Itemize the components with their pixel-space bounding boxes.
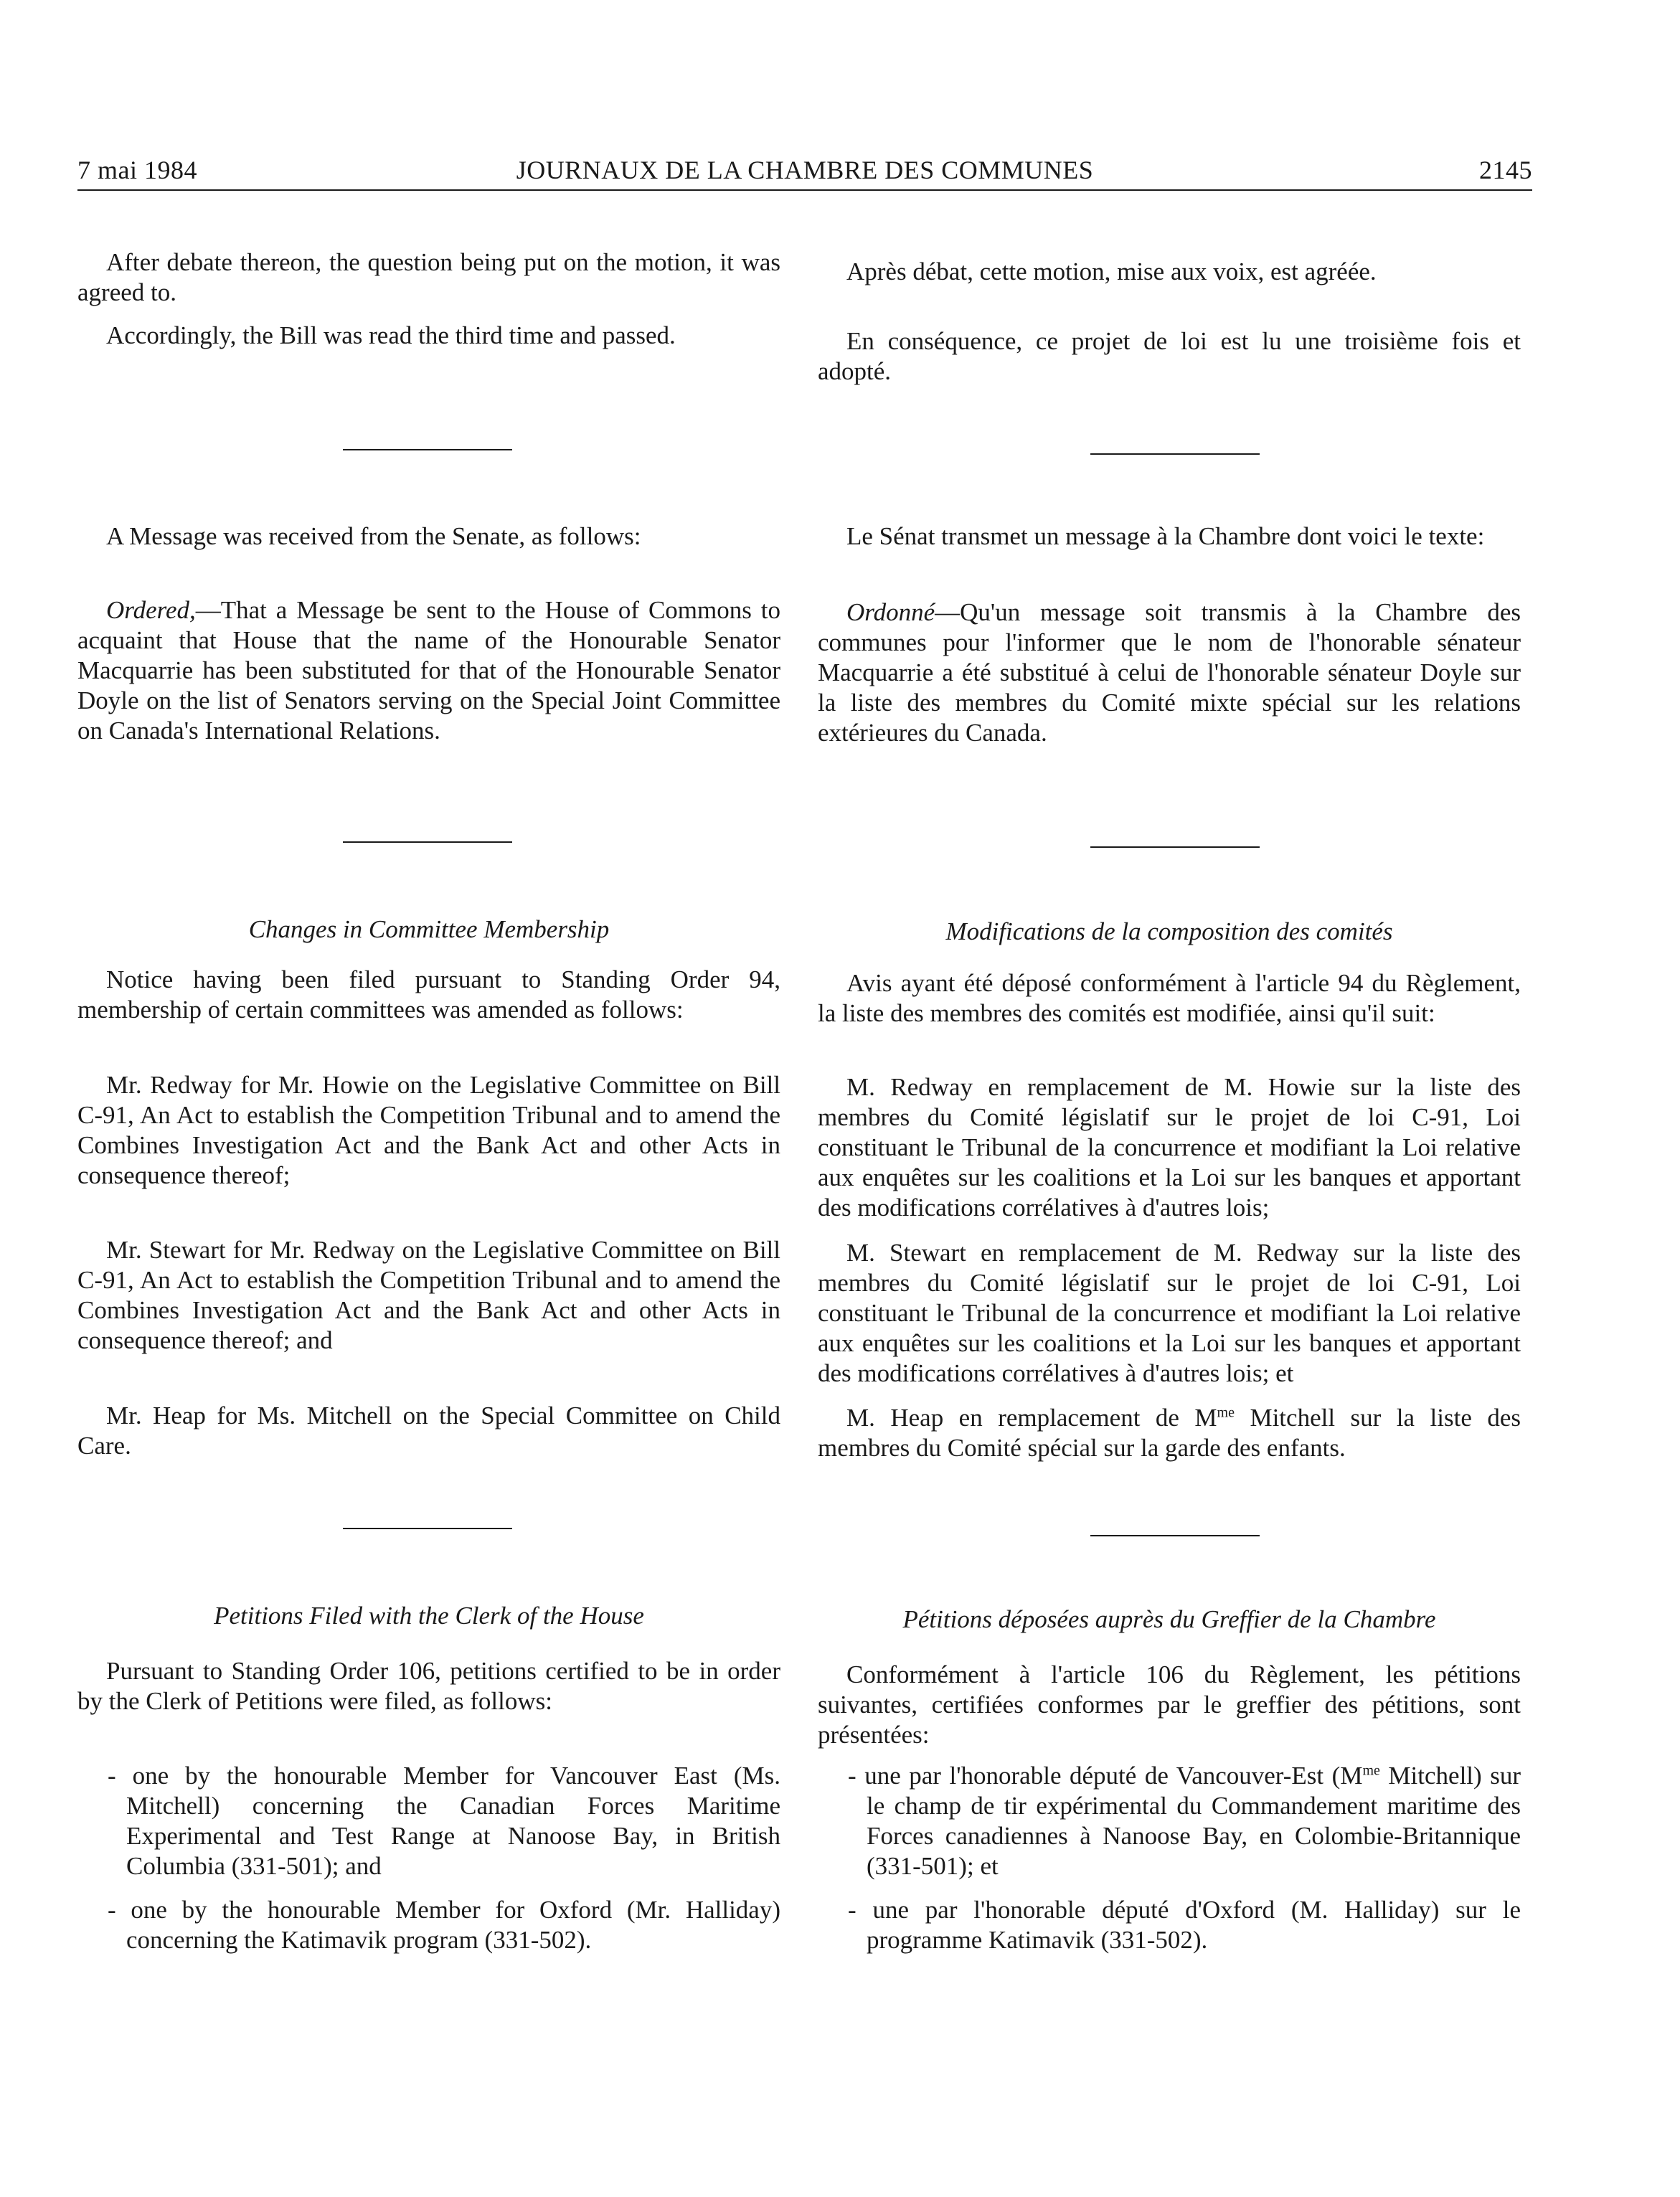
- fr-heap-text-end: Mitchell sur la liste des membres du Comité spécial sur la garde des enfants.: [818, 1404, 1521, 1462]
- fr-petition-text: - une par l'honorable député de Vancouver-Est (M: [848, 1762, 1363, 1790]
- fr-heading-committee-changes: Modifications de la composition des comités: [945, 917, 1393, 945]
- fr-paragraph-ordered: [818, 597, 1521, 748]
- en-paragraph-ordered: [77, 595, 780, 746]
- en-paragraph-third-reading: Accordingly, the Bill was read the third time and passed.: [106, 321, 676, 349]
- en-paragraph-senate-message: A Message was received from the Senate, as follows:: [106, 522, 641, 550]
- header-title: JOURNAUX DE LA CHAMBRE DES COMMUNES: [516, 156, 1094, 184]
- fr-paragraph-third-reading: En conséquence, ce projet de loi est lu une troisième fois et adopté.: [818, 327, 1521, 385]
- en-paragraph-notice: Notice having been filed pursuant to Standing Order 94, membership of certain committees was amended as follows:: [77, 965, 780, 1024]
- fr-paragraph-stewart: M. Stewart en remplacement de M. Redway sur la liste des membres du Comité législatif sur le projet de loi C-91, Loi constituant le Tribunal de la concurrence et modifiant la Loi relative aux enquêtes sur les coalitions et la Loi sur les banques et apportant des modifications corrélatives à d'autres lois; et: [818, 1239, 1521, 1387]
- fr-heap-text: M. Heap en remplacement de M: [846, 1404, 1217, 1432]
- header-date: 7 mai 1984: [77, 156, 197, 184]
- en-petition-item: - one by the honourable Member for Oxford (Mr. Halliday) concerning the Katimavik program (331-502).: [108, 1896, 780, 1954]
- page-header: [77, 145, 1532, 191]
- fr-paragraph-petitions-intro: Conformément à l'article 106 du Règlement, les pétitions suivantes, certifiées conformes par le greffier des pétitions, sont présentées:: [818, 1660, 1521, 1749]
- section-divider: [1090, 1535, 1260, 1536]
- en-ordered-lead: Ordered,: [106, 596, 196, 624]
- fr-paragraph-senate-message: Le Sénat transmet un message à la Chambre dont voici le texte:: [846, 522, 1485, 550]
- fr-paragraph-notice: Avis ayant été déposé conformément à l'article 94 du Règlement, la liste des membres des comités est modifiée, ainsi qu'il suit:: [818, 969, 1521, 1027]
- fr-petition-item: - une par l'honorable député d'Oxford (M. Halliday) sur le programme Katimavik (331-502).: [848, 1896, 1521, 1954]
- fr-heading-petitions: Pétitions déposées auprès du Greffier de la Chambre: [902, 1605, 1436, 1633]
- en-paragraph-heap: Mr. Heap for Ms. Mitchell on the Special Committee on Child Care.: [77, 1402, 780, 1460]
- page-number: 2145: [1479, 156, 1532, 184]
- fr-paragraph-heap: [818, 1403, 1521, 1463]
- fr-paragraph-redway: M. Redway en remplacement de M. Howie sur la liste des membres du Comité législatif sur le projet de loi C-91, Loi constituant le Tribunal de la concurrence et modifiant la Loi relative aux enquêtes sur les coalitions et la Loi sur les banques et apportant des modifications corrélatives à d'autres lois;: [818, 1073, 1521, 1222]
- section-divider: [1090, 846, 1260, 848]
- fr-petition-text-end: Mitchell) sur le champ de tir expérimental du Commandement maritime des Forces canadiennes à Nanoose Bay, en Colombie-Britannique (331-501); et: [867, 1762, 1521, 1880]
- section-divider: [343, 449, 512, 450]
- en-heading-petitions: Petitions Filed with the Clerk of the House: [214, 1602, 644, 1630]
- fr-ordered-text: —Qu'un message soit transmis à la Chambre des communes pour l'informer que le nom de l'honorable sénateur Macquarrie a été substitué à celui de l'honorable sénateur Doyle sur la liste des membres du Comité mixte spécial sur les relations extérieures du Canada.: [818, 598, 1521, 747]
- en-paragraph-debate: After debate thereon, the question being put on the motion, it was agreed to.: [77, 248, 780, 306]
- section-divider: [343, 1528, 512, 1529]
- en-ordered-text: —That a Message be sent to the House of Commons to acquaint that House that the name of the Honourable Senator Macquarrie has been substituted for that of the Honourable Senator Doyle on the list of Senators serving on the Special Joint Committee on Canada's International Relations.: [77, 596, 780, 745]
- fr-petition-superscript: me: [1362, 1762, 1380, 1779]
- section-divider: [343, 841, 512, 843]
- fr-heap-superscript: me: [1217, 1404, 1235, 1421]
- section-divider: [1090, 453, 1260, 455]
- en-paragraph-stewart: Mr. Stewart for Mr. Redway on the Legislative Committee on Bill C-91, An Act to establish the Competition Tribunal and to amend the Combines Investigation Act and the Bank Act and other Acts in consequence thereof; and: [77, 1236, 780, 1354]
- fr-paragraph-debate: Après débat, cette motion, mise aux voix, est agréée.: [846, 258, 1377, 285]
- fr-petition-item: [818, 1761, 1521, 1881]
- fr-ordered-lead: Ordonné: [846, 598, 935, 626]
- en-paragraph-redway: Mr. Redway for Mr. Howie on the Legislative Committee on Bill C-91, An Act to establish the Competition Tribunal and to amend the Combines Investigation Act and the Bank Act and other Acts in consequence thereof;: [77, 1071, 780, 1189]
- en-heading-committee-changes: Changes in Committee Membership: [248, 915, 610, 943]
- en-petition-item: - one by the honourable Member for Vancouver East (Ms. Mitchell) concerning the Canadian Forces Maritime Experimental and Test Range at Nanoose Bay, in British Columbia (331-501); and: [108, 1762, 780, 1880]
- en-paragraph-petitions-intro: Pursuant to Standing Order 106, petitions certified to be in order by the Clerk of Petitions were filed, as follows:: [77, 1657, 780, 1715]
